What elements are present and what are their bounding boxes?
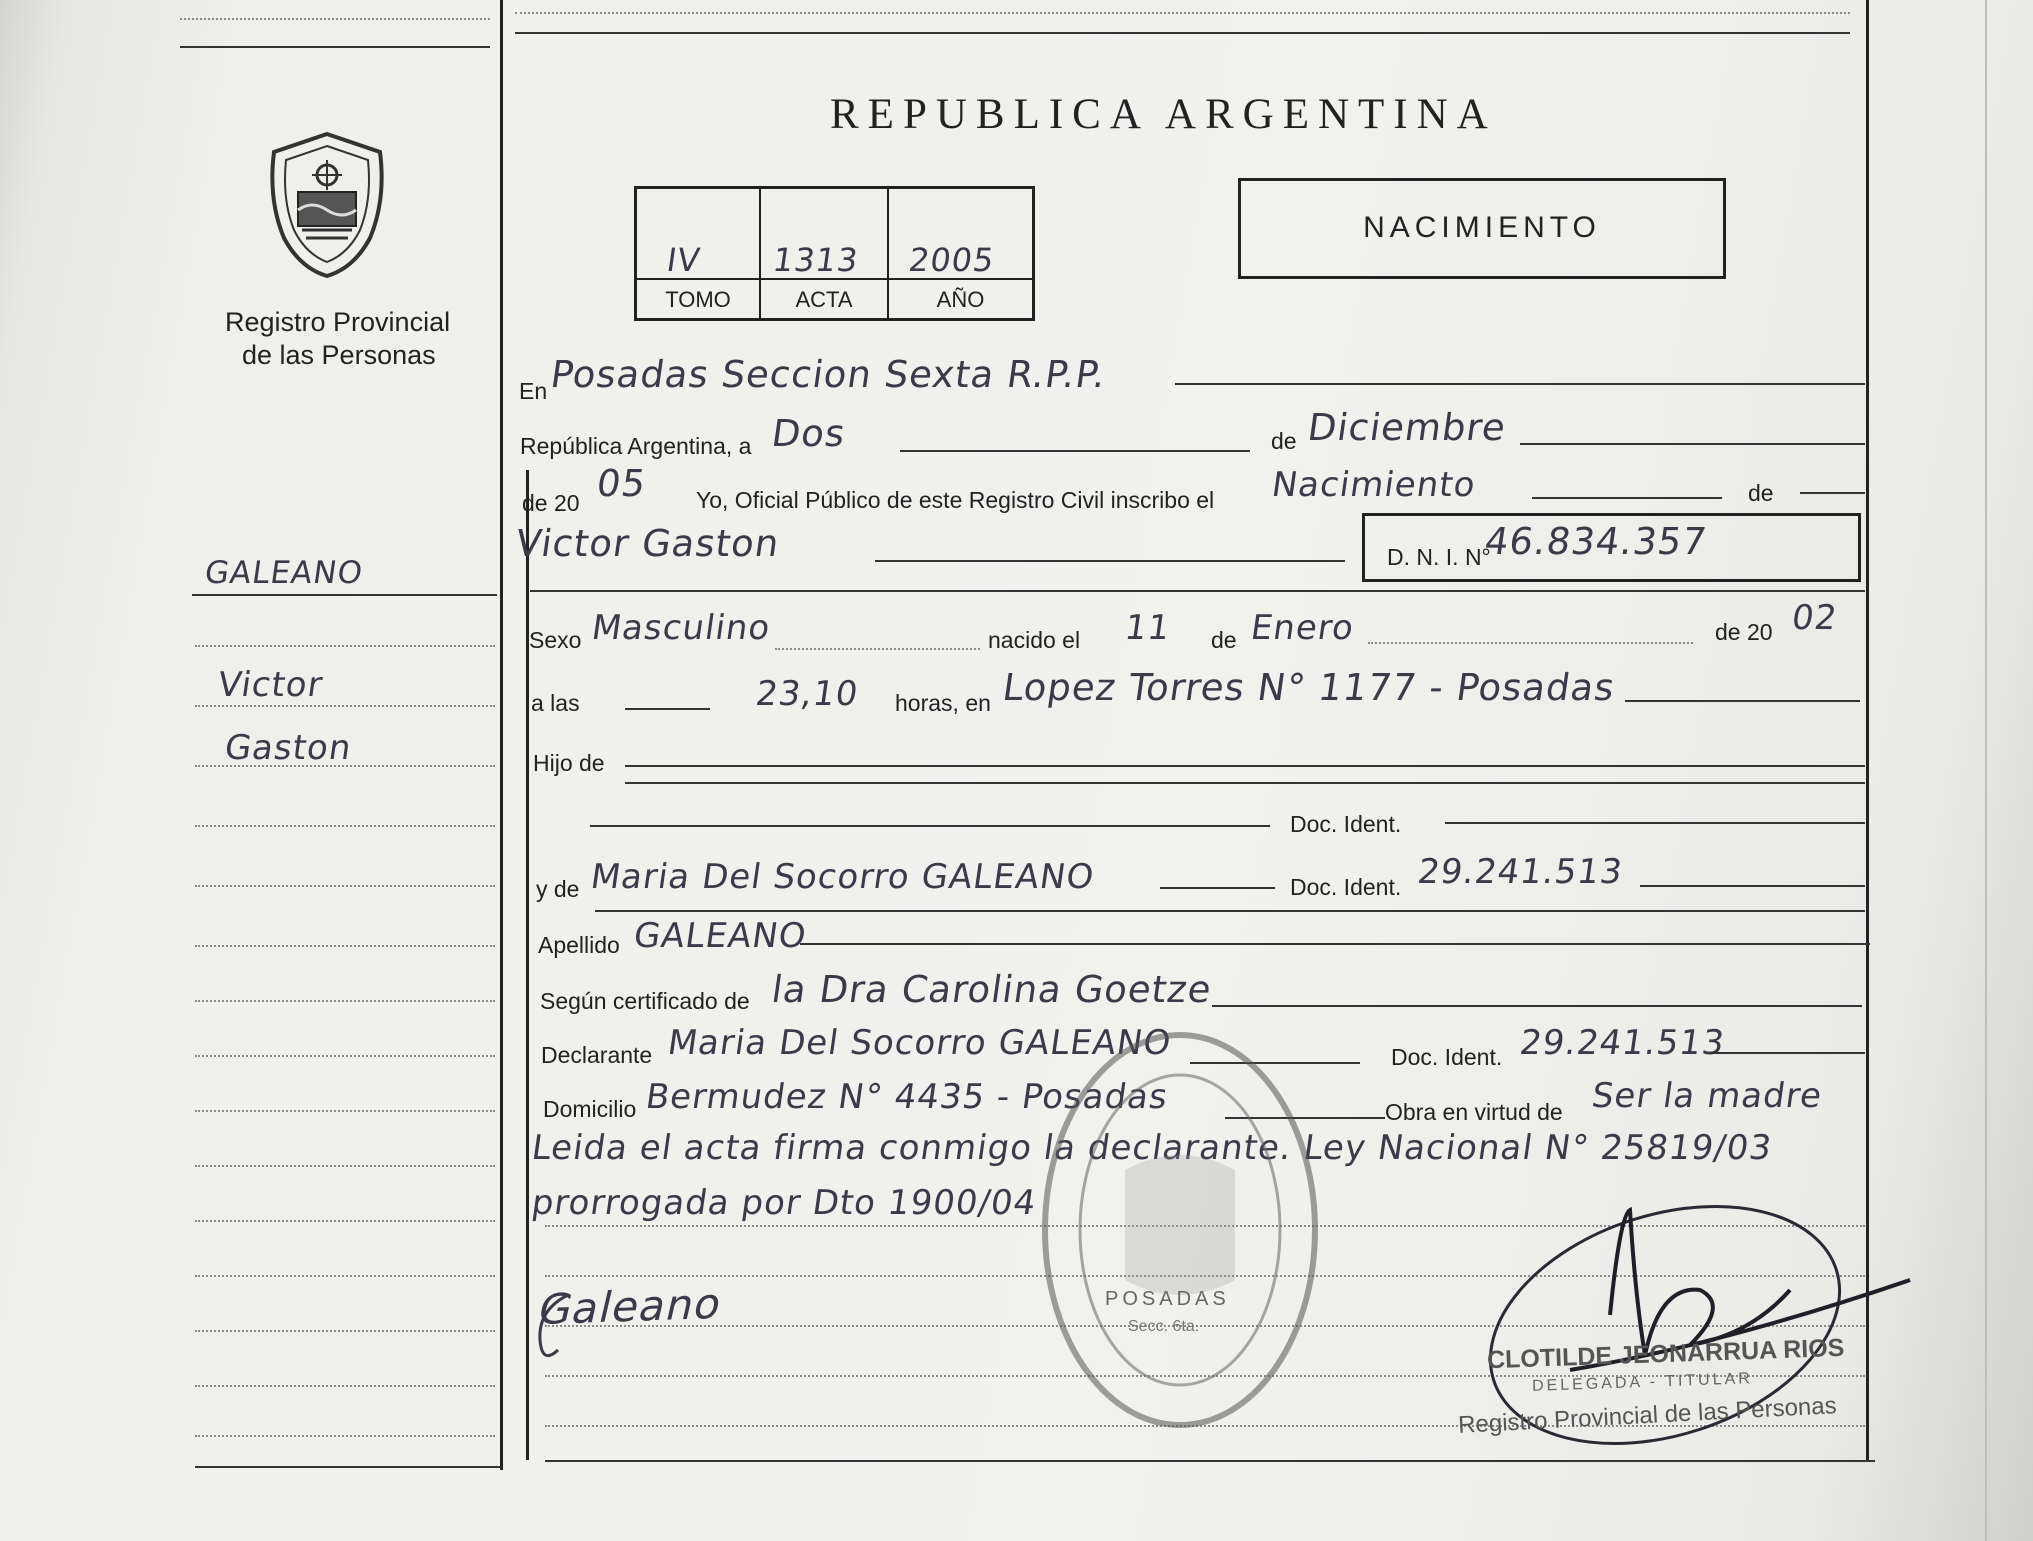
margin-first-name: Victor <box>215 665 326 705</box>
month-dotted <box>1368 642 1693 644</box>
bottom-rule-left <box>195 1466 500 1468</box>
segun-value: la Dra Carolina Goetze <box>768 968 1215 1011</box>
top-dotted-line-right <box>515 12 1850 14</box>
anio-value: 2005 <box>906 241 998 279</box>
record-type-label: NACIMIENTO <box>1363 211 1601 244</box>
place-value: Lopez Torres N° 1177 - Posadas <box>999 666 1618 709</box>
margin-dotted-line <box>195 1000 495 1002</box>
declarante-value: Maria Del Socorro GALEANO <box>665 1023 1174 1063</box>
name-section-rule <box>530 590 1865 592</box>
tomo-label: TOMO <box>665 287 731 312</box>
alas-label: a las <box>531 690 580 716</box>
bottom-rule-right <box>545 1460 1875 1462</box>
mother-section-rule <box>595 910 1865 912</box>
note-line-1: Leida el acta firma conmigo la declarante. Ley Nacional N° 25819/03 <box>529 1128 1775 1168</box>
margin-dotted-line <box>195 1275 495 1277</box>
hour-rule <box>625 708 710 710</box>
tomo-value: IV <box>664 241 703 279</box>
margin-dotted-line <box>195 1220 495 1222</box>
anio-label: AÑO <box>936 287 985 312</box>
mother-value: Maria Del Socorro GALEANO <box>588 857 1097 897</box>
en-rule <box>1175 383 1865 385</box>
doc-ident-label2: Doc. Ident. <box>1290 874 1402 900</box>
acta-value: 1313 <box>770 241 862 279</box>
record-number-box <box>634 186 1035 321</box>
top-rule-left <box>180 46 490 48</box>
apellido-value: GALEANO <box>631 916 810 956</box>
month-rule <box>1520 443 1865 445</box>
margin-dotted-line <box>195 885 495 887</box>
sexo-dotted <box>775 648 980 650</box>
de-label3: de <box>1211 627 1237 653</box>
full-name-rule <box>875 560 1345 562</box>
domicilio-label: Domicilio <box>543 1096 637 1122</box>
note-line-2: prorrogada por Dto 1900/04 <box>529 1183 1040 1223</box>
day-rule <box>900 450 1250 452</box>
hijo-rule-2 <box>625 782 1865 784</box>
en-value: Posadas Seccion Sexta R.P.P. <box>547 353 1110 396</box>
hijo-label: Hijo de <box>533 750 605 776</box>
margin-surname: GALEANO <box>202 555 366 591</box>
de-label2: de <box>1748 480 1774 506</box>
top-dotted-line-left <box>180 18 490 20</box>
sexo-value: Masculino <box>589 608 774 648</box>
birth-month-value: Enero <box>1248 608 1357 648</box>
segun-label: Según certificado de <box>540 988 750 1014</box>
margin-second-name: Gaston <box>222 728 355 768</box>
father-doc-rule <box>590 825 1270 827</box>
obra-label: Obra en virtud de <box>1385 1099 1563 1125</box>
month-value: Diciembre <box>1304 406 1509 449</box>
father-doc-value-rule <box>1445 822 1865 824</box>
inscribe-rule <box>1532 497 1722 499</box>
doc-ident-label: Doc. Ident. <box>1290 811 1402 837</box>
margin-dotted-line <box>195 1165 495 1167</box>
de-rule <box>1800 492 1865 494</box>
page-edge <box>1985 0 1987 1541</box>
year-value: 05 <box>593 462 650 505</box>
nacido-label: nacido el <box>988 627 1081 653</box>
horas-label: horas, en <box>895 690 991 716</box>
yde-label: y de <box>536 876 580 902</box>
en-label: En <box>519 378 548 404</box>
provincial-seal-icon <box>262 130 392 280</box>
birth-year-value: 02 <box>1789 598 1841 638</box>
official-text: Yo, Oficial Público de este Registro Civil inscribo el <box>696 487 1215 513</box>
declarante-doc-value: 29.241.513 <box>1517 1023 1728 1063</box>
inscribe-value: Nacimiento <box>1269 465 1479 505</box>
de20-label2: de 20 <box>1715 619 1773 645</box>
margin-dotted-line <box>195 1435 495 1437</box>
place-rule <box>1625 700 1860 702</box>
record-type-box <box>1238 178 1726 279</box>
sexo-label: Sexo <box>529 627 582 653</box>
obra-value: Ser la madre <box>1589 1076 1825 1116</box>
declarante-label: Declarante <box>541 1042 653 1068</box>
declarant-signature: Galeano <box>533 1278 728 1335</box>
registry-name-line2: de las Personas <box>242 340 436 370</box>
registry-name-line1: Registro Provincial <box>225 307 451 337</box>
day-value: Dos <box>768 412 849 455</box>
declarant-signature-stroke-icon <box>528 1290 588 1370</box>
official-stamp-line2: DELEGADA - TITULAR <box>1531 1370 1754 1395</box>
margin-dotted-line <box>195 1330 495 1332</box>
margin-rule <box>192 594 497 596</box>
margin-dotted-line <box>195 945 495 947</box>
mother-doc-rule <box>1640 885 1865 887</box>
official-stamp-line3: Registro Provincial de las Personas <box>1457 1392 1838 1439</box>
acta-label: ACTA <box>795 287 853 312</box>
apellido-label: Apellido <box>538 932 620 958</box>
hijo-rule <box>625 765 1865 767</box>
dni-box <box>1362 513 1861 582</box>
left-column-divider <box>500 0 503 1470</box>
margin-dotted-line <box>195 645 495 647</box>
round-stamp-icon <box>1030 1020 1330 1440</box>
official-stamp-line1: CLOTILDE JEONARRUA RIOS <box>1486 1333 1845 1375</box>
de20-label: de 20 <box>522 490 580 516</box>
round-stamp-center: POSADAS <box>1105 1288 1230 1310</box>
declarante-doc-rule <box>1710 1052 1865 1054</box>
full-name-value: Victor Gaston <box>512 522 783 565</box>
margin-dotted-line <box>195 1055 495 1057</box>
dni-label: D. N. I. N° <box>1387 544 1491 570</box>
domicilio-value: Bermudez N° 4435 - Posadas <box>643 1077 1171 1117</box>
mother-doc-value: 29.241.513 <box>1415 852 1626 892</box>
dni-value: 46.834.357 <box>1481 520 1710 563</box>
margin-dotted-line <box>195 705 495 707</box>
margin-dotted-line <box>195 1110 495 1112</box>
apellido-rule <box>800 943 1870 945</box>
mother-rule <box>1160 887 1275 889</box>
segun-rule <box>1212 1005 1862 1007</box>
doc-ident-label3: Doc. Ident. <box>1391 1044 1503 1070</box>
country-title: REPUBLICA ARGENTINA <box>830 91 1497 138</box>
top-rule-right <box>515 32 1850 34</box>
birth-day-value: 11 <box>1122 608 1174 648</box>
margin-dotted-line <box>195 1385 495 1387</box>
hour-value: 23,10 <box>753 674 862 714</box>
round-stamp-sub: Secc. 6ta. <box>1128 1318 1200 1335</box>
margin-dotted-line <box>195 765 495 767</box>
margin-dotted-line <box>195 825 495 827</box>
republica-label: República Argentina, a <box>520 433 752 459</box>
de-label: de <box>1271 428 1297 454</box>
